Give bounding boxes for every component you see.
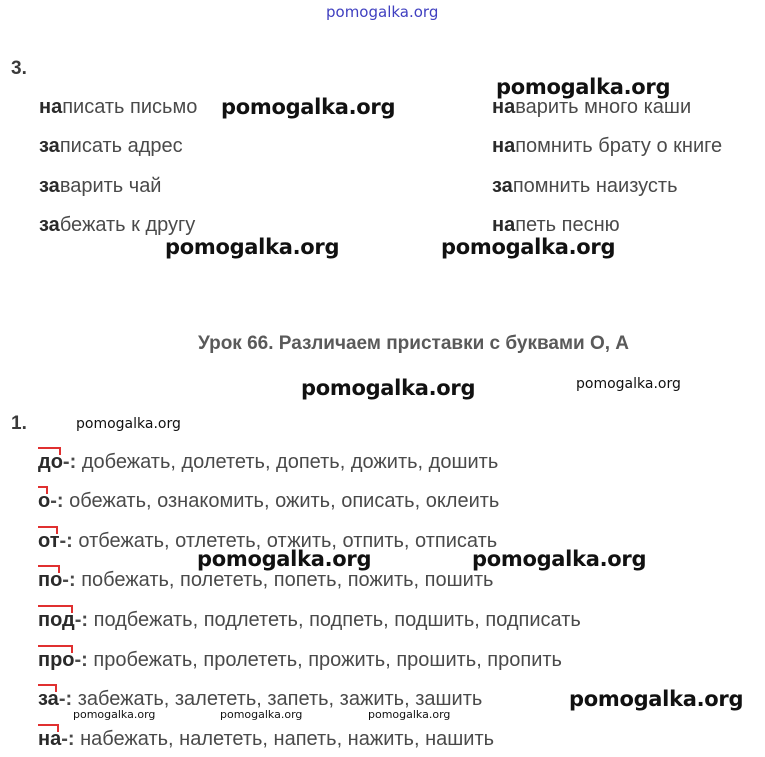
- watermark: pomogalka.org: [76, 416, 181, 432]
- task-3-left-item: записать адрес: [39, 135, 183, 157]
- watermark: pomogalka.org: [221, 95, 396, 119]
- prefix-label: за: [38, 688, 59, 711]
- prefix-label: под: [38, 609, 75, 632]
- watermark: pomogalka.org: [472, 547, 647, 571]
- task-3-right-item: напеть песню: [492, 214, 620, 236]
- watermark: pomogalka.org: [368, 708, 451, 721]
- prefix-label: про: [38, 649, 75, 672]
- task-3-right-item: запомнить наизусть: [492, 175, 678, 197]
- prefix-label: на: [38, 728, 61, 751]
- task-3-right-item: напомнить брату о книге: [492, 135, 723, 157]
- prefix-mark: [38, 565, 60, 573]
- watermark-top: pomogalka.org: [326, 3, 439, 21]
- watermark: pomogalka.org: [576, 376, 681, 392]
- prefix-label: о: [38, 490, 50, 513]
- prefix-row: на-: набежать, налететь, напеть, нажить, нашить: [38, 728, 494, 751]
- prefix-mark: [38, 645, 73, 653]
- prefix-label: до: [38, 451, 63, 474]
- prefix-row: о-: обежать, ознакомить, ожить, описать, оклеить: [38, 490, 499, 513]
- watermark: pomogalka.org: [301, 376, 476, 400]
- task-3-left-item: заварить чай: [39, 175, 162, 197]
- watermark: pomogalka.org: [73, 708, 156, 721]
- watermark: pomogalka.org: [441, 235, 616, 259]
- prefix-row: от-: отбежать, отлететь, отжить, отпить, отписать: [38, 530, 497, 553]
- lesson-title: Урок 66. Различаем приставки с буквами О, А: [198, 333, 630, 354]
- task-3-left-item: написать письмо: [39, 96, 198, 118]
- watermark: pomogalka.org: [220, 708, 303, 721]
- task-3-left-item: забежать к другу: [39, 214, 196, 236]
- prefix-row: про-: пробежать, пролететь, прожить, прошить, пропить: [38, 649, 562, 672]
- watermark: pomogalka.org: [496, 75, 671, 99]
- watermark: pomogalka.org: [165, 235, 340, 259]
- prefix-mark: [38, 605, 73, 613]
- task-1-number: 1.: [11, 413, 27, 434]
- prefix-mark: [38, 724, 59, 732]
- task-3-right-item: наварить много каши: [492, 96, 692, 118]
- prefix-row: за-: забежать, залететь, запеть, зажить, зашить: [38, 688, 482, 711]
- prefix-mark: [38, 486, 48, 494]
- prefix-row: по-: побежать, полететь, попеть, пожить, пошить: [38, 569, 493, 592]
- watermark: pomogalka.org: [197, 547, 372, 571]
- watermark: pomogalka.org: [569, 687, 744, 711]
- prefix-label: по: [38, 569, 62, 592]
- prefix-row: до-: добежать, долететь, допеть, дожить, дошить: [38, 451, 498, 474]
- prefix-row: под-: подбежать, подлететь, подпеть, подшить, подписать: [38, 609, 581, 632]
- prefix-mark: [38, 447, 61, 455]
- prefix-mark: [38, 684, 57, 692]
- task-3-number: 3.: [11, 58, 27, 79]
- prefix-label: от: [38, 530, 60, 553]
- prefix-mark: [38, 526, 58, 534]
